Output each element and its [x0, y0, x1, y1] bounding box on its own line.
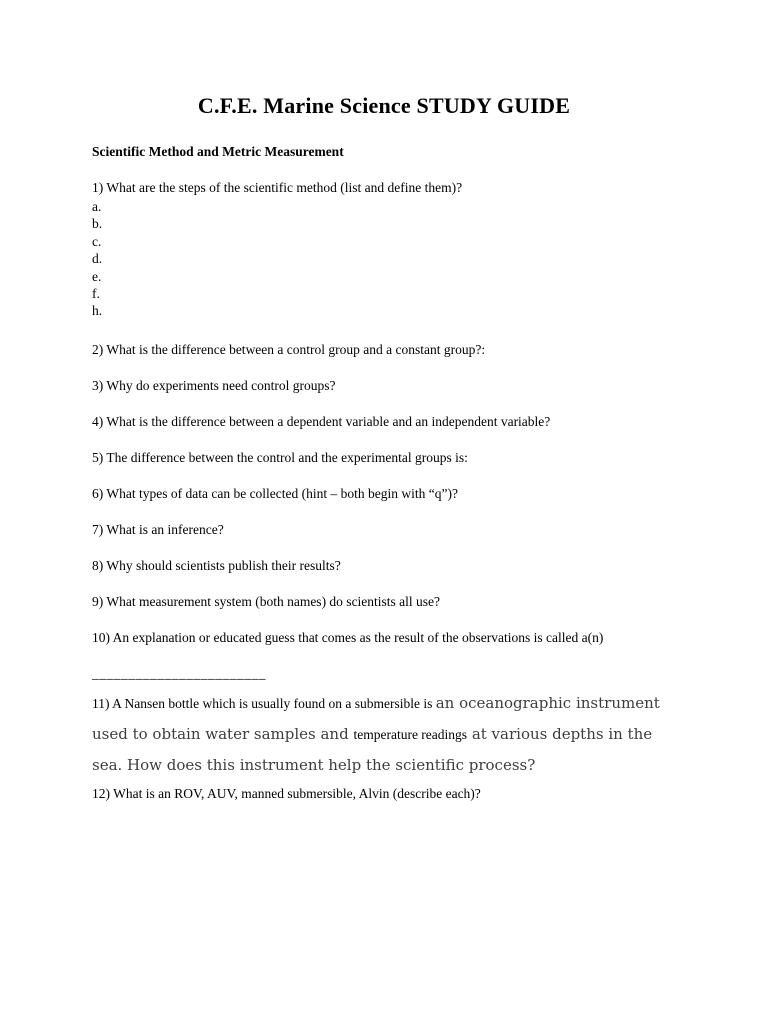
subitem-a: a.: [92, 199, 102, 214]
subitem-h: h.: [92, 303, 103, 319]
subitem-d: d.: [92, 251, 103, 267]
section-heading: Scientific Method and Metric Measurement: [92, 144, 344, 159]
question-11-part-4: at various depths in the sea. How does this instrument help the scientific process?: [92, 724, 653, 774]
question-12: 12) What is an ROV, AUV, manned submersible, Alvin (describe each)?: [92, 785, 481, 801]
subitem-c: c.: [92, 233, 102, 249]
question-4: 4) What is the difference between a dependent variable and an independent variable?: [92, 413, 551, 429]
question-5: 5) The difference between the control and the experimental groups is:: [92, 449, 468, 465]
subitem-b: b.: [92, 216, 103, 232]
question-11-part-1: 11) A Nansen bottle which is usually found on a submersible is: [92, 695, 436, 711]
question-1: 1) What are the steps of the scientific method (list and define them)?: [92, 180, 463, 195]
subitem-f: f.: [92, 286, 100, 302]
question-6: 6) What types of data can be collected (hint – both begin with “q”)?: [92, 485, 458, 501]
document-title: C.F.E. Marine Science STUDY GUIDE: [197, 93, 571, 118]
question-10: 10) An explanation or educated guess that comes as the result of the observations is called a(n): [92, 629, 604, 645]
question-9: 9) What measurement system (both names) do scientists all use?: [92, 593, 441, 609]
question-7: 7) What is an inference?: [92, 521, 224, 537]
question-8: 8) Why should scientists publish their results?: [92, 557, 341, 573]
question-1-subitems: [92, 198, 676, 320]
question-11-part-2: an oceanographic instrument used to obtain water samples and: [92, 693, 660, 743]
subitem-e: e.: [92, 268, 102, 284]
question-2: 2) What is the difference between a control group and a constant group?:: [92, 341, 486, 357]
blank-answer-line: ________________________: [92, 665, 266, 681]
question-11-part-3: temperature readings: [353, 726, 468, 742]
question-11: [92, 688, 676, 781]
question-3: 3) Why do experiments need control groups?: [92, 377, 336, 393]
